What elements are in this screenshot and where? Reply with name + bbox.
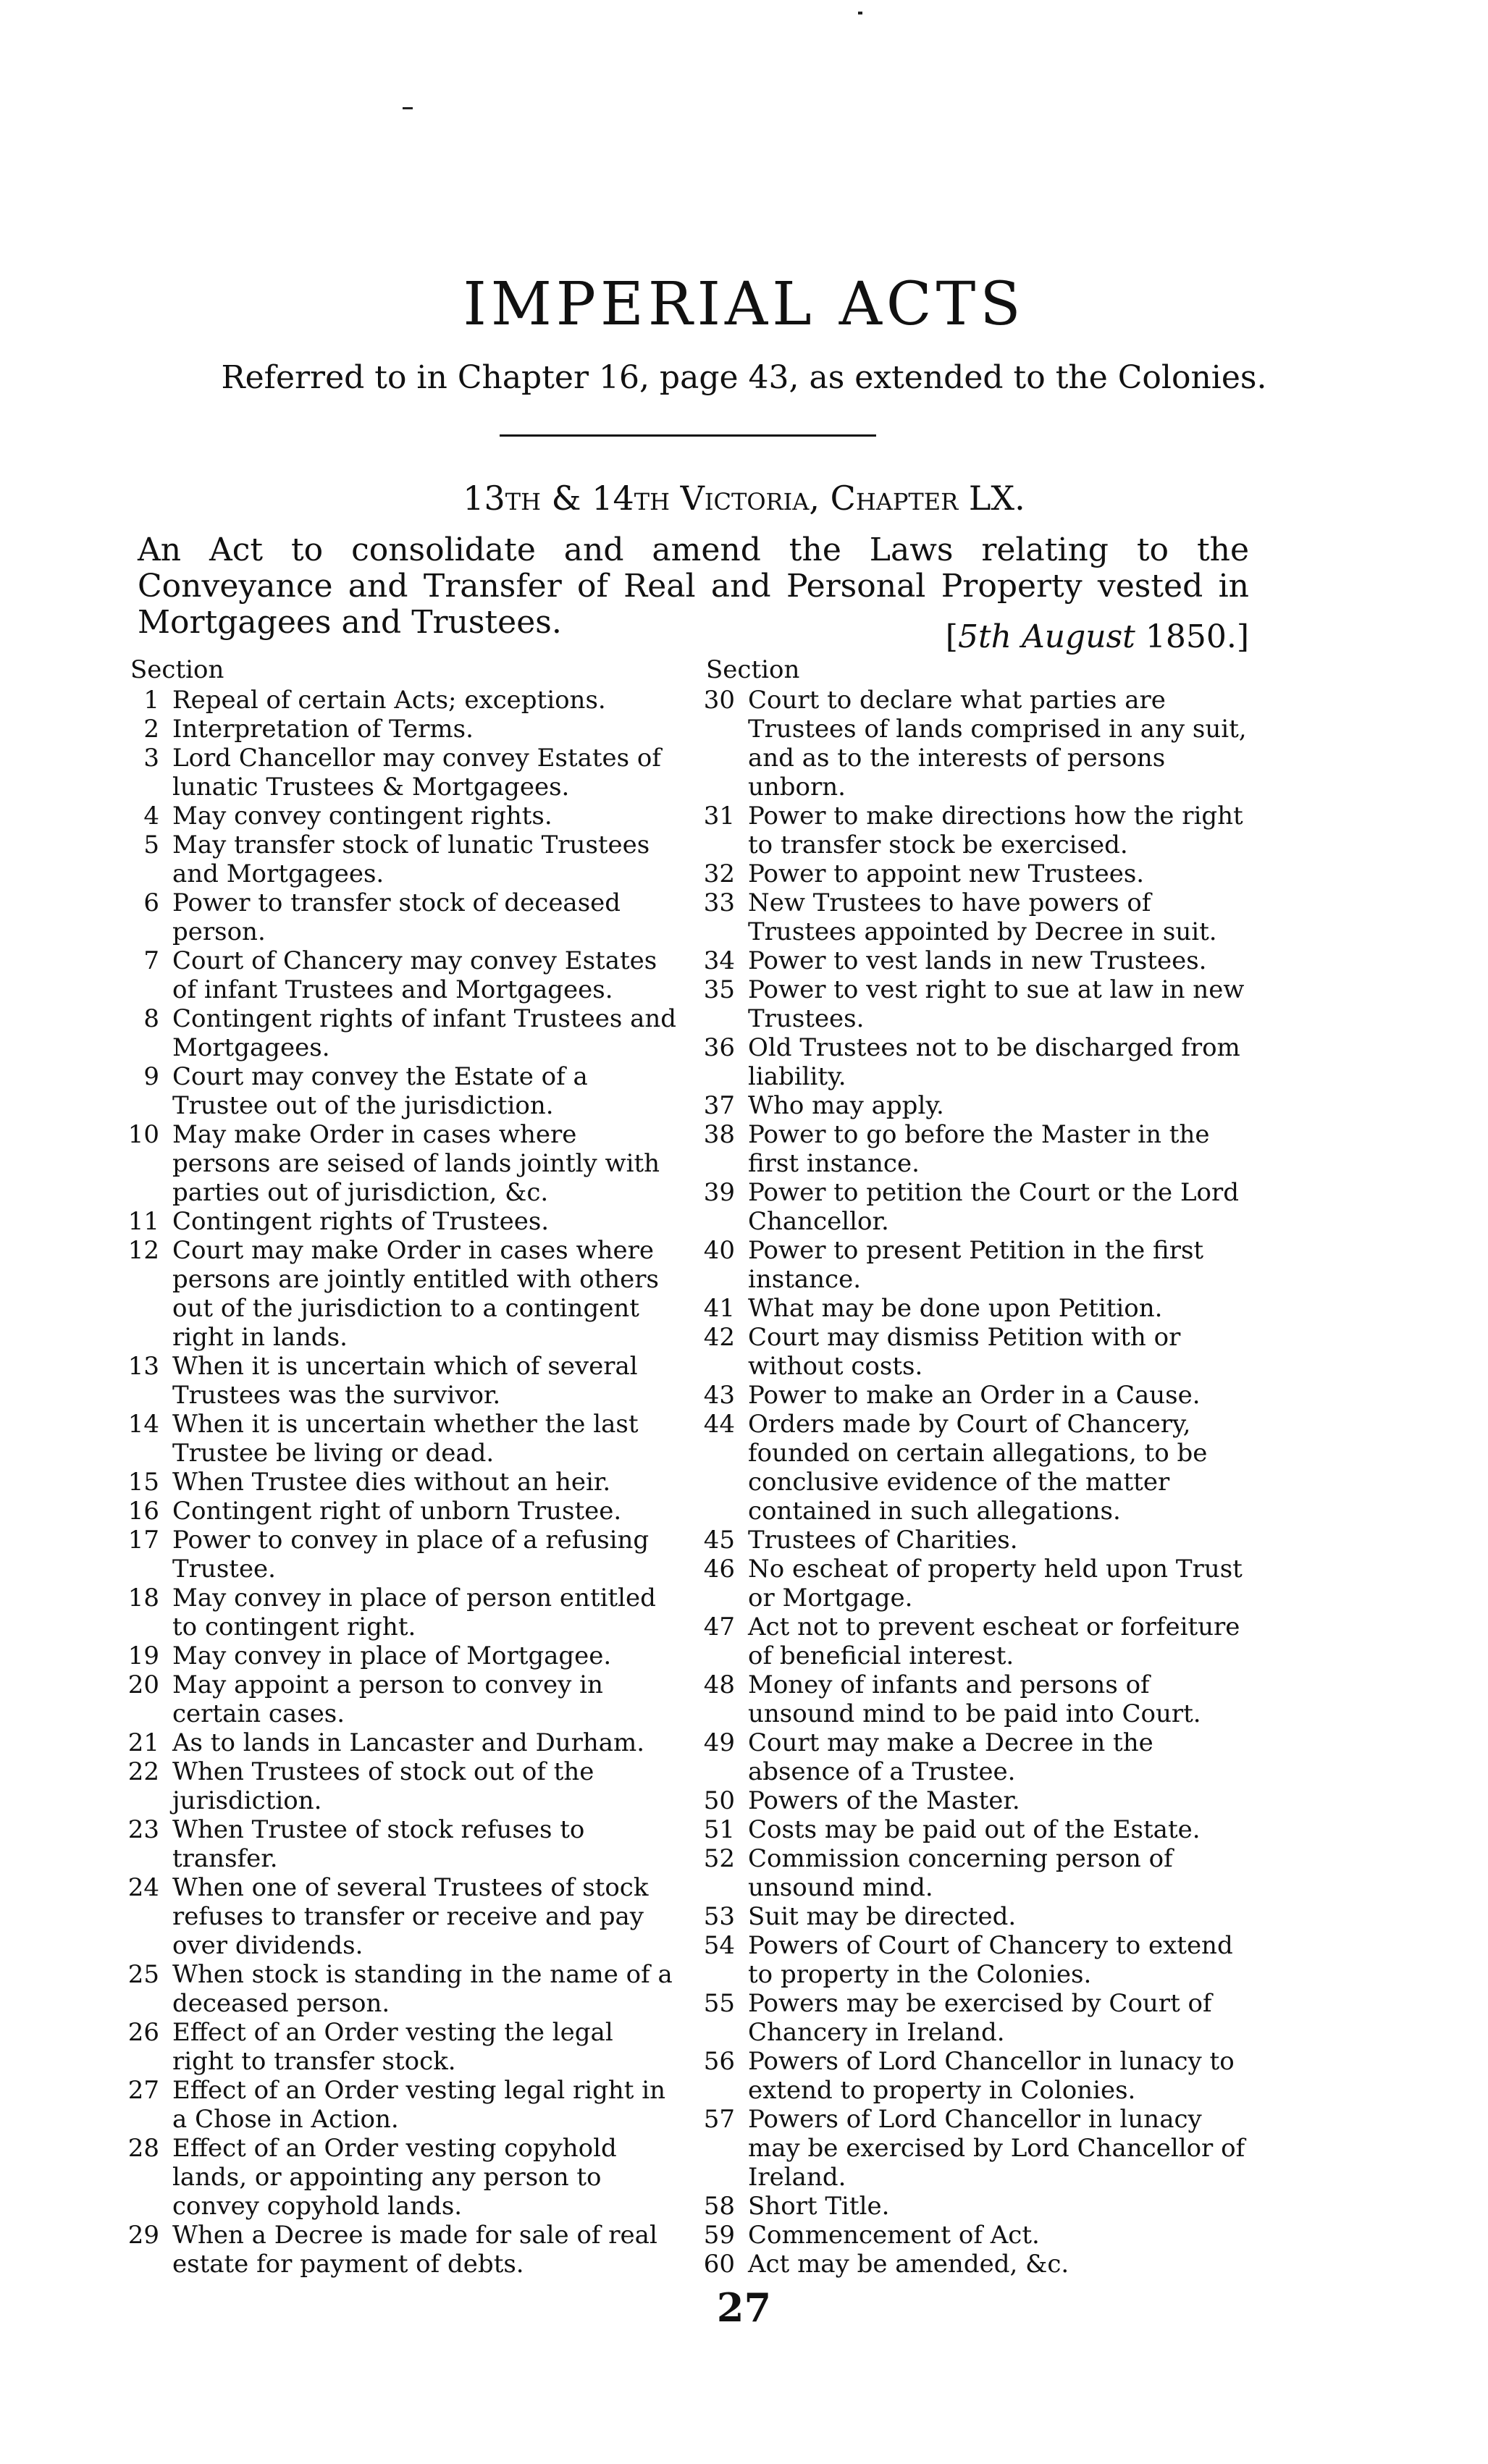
section-number: 26 (127, 2018, 159, 2047)
section-text: May transfer stock of lunatic Trustees and Mortgagees. (172, 831, 650, 888)
chapter-heading (0, 479, 1488, 518)
section-text: Power to appoint new Trustees. (748, 859, 1145, 888)
section-entry (116, 1497, 681, 1526)
section-number: 21 (127, 1728, 159, 1757)
section-text: Power to go before the Master in the first instance. (748, 1120, 1210, 1178)
section-text: Effect of an Order vesting the legal right to transfer stock. (172, 2018, 613, 2076)
section-text: Court may make a Decree in the absence of a Trustee. (748, 1728, 1153, 1786)
section-number: 6 (143, 888, 159, 917)
section-entry (116, 1468, 681, 1497)
section-text: Power to vest right to sue at law in new Trustees. (748, 975, 1245, 1033)
section-text: When it is uncertain which of several Trustees was the survivor. (172, 1352, 638, 1410)
act-date-year: 1850. (1145, 618, 1237, 655)
section-entry (692, 1670, 1249, 1728)
section-text: Power to petition the Court or the Lord Chancellor. (748, 1178, 1240, 1236)
section-text: Effect of an Order vesting legal right in a Chose in Action. (172, 2076, 666, 2134)
section-number: 15 (127, 1468, 159, 1497)
section-text: Act not to prevent escheat or forfeiture of beneficial interest. (748, 1612, 1240, 1670)
section-number: 36 (703, 1033, 735, 1062)
section-entry (116, 1207, 681, 1236)
section-entry (692, 1902, 1249, 1931)
section-number: 23 (127, 1815, 159, 1844)
section-entry (692, 1236, 1249, 1294)
section-entry (692, 2047, 1249, 2105)
section-heading: Section (130, 655, 224, 684)
sections-right-column (692, 655, 1249, 2279)
section-entry (692, 1120, 1249, 1178)
section-text: Money of infants and persons of unsound mind to be paid into Court. (748, 1670, 1201, 1728)
section-text: Court to declare what parties are Trustees of lands comprised in any suit, and as to the interests of persons unborn. (748, 686, 1247, 802)
section-text: No escheat of property held upon Trust or Mortgage. (748, 1555, 1243, 1612)
section-entry (692, 1612, 1249, 1670)
section-entry (116, 715, 681, 744)
scan-speck (403, 107, 413, 109)
page-subtitle: Referred to in Chapter 16, page 43, as extended to the Colonies. (221, 359, 1267, 396)
act-date: [5th August 1850.] (945, 618, 1249, 655)
section-entry (116, 2076, 681, 2134)
section-text: Contingent rights of infant Trustees and Mortgagees. (172, 1004, 677, 1062)
section-text: Power to convey in place of a refusing Trustee. (172, 1526, 650, 1584)
section-text: When Trustee of stock refuses to transfer. (172, 1815, 585, 1873)
section-entry (116, 831, 681, 888)
section-text: Act may be amended, &c. (748, 2250, 1069, 2279)
section-text: When a Decree is made for sale of real estate for payment of debts. (172, 2221, 657, 2279)
section-text: Powers of the Master. (748, 1786, 1020, 1815)
section-entry (116, 1352, 681, 1410)
section-number: 59 (703, 2221, 735, 2250)
section-number: 55 (703, 1989, 735, 2018)
section-number: 5 (143, 831, 159, 859)
section-text: New Trustees to have powers of Trustees appointed by Decree in suit. (748, 888, 1217, 946)
section-number: 44 (703, 1410, 735, 1439)
section-number: 27 (127, 2076, 159, 2105)
section-entry (116, 1410, 681, 1468)
section-text: Powers of Lord Chancellor in lunacy may be exercised by Lord Chancellor of Ireland. (748, 2105, 1245, 2192)
section-entry (692, 888, 1249, 946)
section-text: Powers of Lord Chancellor in lunacy to extend to property in Colonies. (748, 2047, 1235, 2105)
section-entry (692, 1294, 1249, 1323)
section-text: Court may make Order in cases where persons are jointly entitled with others out of the jurisdiction to a contingent right in lands. (172, 1236, 659, 1352)
section-entry (116, 1584, 681, 1641)
section-text: Court of Chancery may convey Estates of infant Trustees and Mortgagees. (172, 946, 657, 1004)
section-text: Short Title. (748, 2192, 890, 2221)
section-text: Lord Chancellor may convey Estates of lunatic Trustees & Mortgagees. (172, 744, 661, 802)
section-number: 58 (703, 2192, 735, 2221)
section-entry (692, 1989, 1249, 2047)
section-number: 29 (127, 2221, 159, 2250)
section-number: 45 (703, 1526, 735, 1555)
section-number: 48 (703, 1670, 735, 1699)
section-text: When stock is standing in the name of a deceased person. (172, 1960, 673, 2018)
page-title: IMPERIAL ACTS (463, 270, 1025, 339)
section-number: 31 (703, 802, 735, 831)
section-text: Old Trustees not to be discharged from liability. (748, 1033, 1240, 1091)
section-text: Interpretation of Terms. (172, 715, 474, 744)
section-number: 40 (703, 1236, 735, 1265)
section-entry (116, 1526, 681, 1584)
section-entry (692, 2105, 1249, 2192)
section-number: 28 (127, 2134, 159, 2163)
section-text: Power to vest lands in new Trustees. (748, 946, 1207, 975)
section-entry (692, 1844, 1249, 1902)
section-text: May make Order in cases where persons are seised of lands jointly with parties out of jurisdiction, &c. (172, 1120, 660, 1207)
section-text: What may be done upon Petition. (748, 1294, 1163, 1323)
section-entry (692, 859, 1249, 888)
section-text: Powers of Court of Chancery to extend to property in the Colonies. (748, 1931, 1233, 1989)
section-entry (116, 1670, 681, 1728)
section-number: 41 (703, 1294, 735, 1323)
section-entry (692, 1178, 1249, 1236)
section-number: 54 (703, 1931, 735, 1960)
section-number: 11 (127, 1207, 159, 1236)
section-entry (116, 1815, 681, 1873)
section-number: 50 (703, 1786, 735, 1815)
section-number: 43 (703, 1381, 735, 1410)
section-entry (692, 1381, 1249, 1410)
section-text: As to lands in Lancaster and Durham. (172, 1728, 645, 1757)
section-number: 39 (703, 1178, 735, 1207)
section-text: May appoint a person to convey in certain cases. (172, 1670, 603, 1728)
section-text: Suit may be directed. (748, 1902, 1017, 1931)
section-number: 30 (703, 686, 735, 715)
section-number: 18 (127, 1584, 159, 1612)
section-entry (116, 1728, 681, 1757)
section-text: Who may apply. (748, 1091, 944, 1120)
section-entry (692, 1728, 1249, 1786)
section-entry (692, 946, 1249, 975)
section-text: May convey in place of person entitled to contingent right. (172, 1584, 656, 1641)
section-number: 8 (143, 1004, 159, 1033)
section-text: When Trustees of stock out of the jurisdiction. (172, 1757, 594, 1815)
section-number: 13 (127, 1352, 159, 1381)
section-number: 2 (143, 715, 159, 744)
section-number: 22 (127, 1757, 159, 1786)
section-number: 42 (703, 1323, 735, 1352)
section-entry (116, 1873, 681, 1960)
section-number: 53 (703, 1902, 735, 1931)
section-entry (116, 888, 681, 946)
section-entry (692, 1555, 1249, 1612)
section-number: 12 (127, 1236, 159, 1265)
section-entry (116, 2018, 681, 2076)
section-text: Commencement of Act. (748, 2221, 1040, 2250)
section-text: Power to make directions how the right to transfer stock be exercised. (748, 802, 1243, 859)
section-entry (116, 1004, 681, 1062)
section-text: Contingent rights of Trustees. (172, 1207, 550, 1236)
section-number: 14 (127, 1410, 159, 1439)
scan-speck (858, 12, 862, 14)
section-text: Contingent right of unborn Trustee. (172, 1497, 622, 1526)
section-entry (692, 802, 1249, 859)
chapter-name: Chapter LX. (830, 479, 1025, 518)
section-entry (116, 2221, 681, 2279)
section-number: 49 (703, 1728, 735, 1757)
section-text: Court may dismiss Petition with or without costs. (748, 1323, 1181, 1381)
section-entry (116, 686, 681, 715)
section-text: Power to transfer stock of deceased person. (172, 888, 621, 946)
chapter-regnal: 13th & 14th Victoria, (463, 479, 820, 518)
section-entry (692, 1091, 1249, 1120)
section-entry (116, 2134, 681, 2221)
section-number: 16 (127, 1497, 159, 1526)
page-number: 27 (716, 2284, 772, 2331)
section-number: 46 (703, 1555, 735, 1584)
section-text: When it is uncertain whether the last Trustee be living or dead. (172, 1410, 639, 1468)
sections-left-list (116, 686, 681, 2279)
section-entry (116, 1641, 681, 1670)
section-entry (692, 2250, 1249, 2279)
section-entry (692, 1410, 1249, 1526)
section-number: 25 (127, 1960, 159, 1989)
section-number: 1 (143, 686, 159, 715)
section-entry (692, 686, 1249, 802)
section-entry (692, 2192, 1249, 2221)
section-text: When one of several Trustees of stock refuses to transfer or receive and pay over dividends. (172, 1873, 649, 1960)
section-text: Trustees of Charities. (748, 1526, 1018, 1555)
section-entry (692, 975, 1249, 1033)
section-text: Power to present Petition in the first instance. (748, 1236, 1204, 1294)
section-number: 37 (703, 1091, 735, 1120)
section-number: 52 (703, 1844, 735, 1873)
section-text: Commission concerning person of unsound mind. (748, 1844, 1173, 1902)
section-number: 38 (703, 1120, 735, 1149)
section-text: Repeal of certain Acts; exceptions. (172, 686, 606, 715)
section-entry (692, 1323, 1249, 1381)
section-number: 9 (143, 1062, 159, 1091)
section-entry (692, 1931, 1249, 1989)
section-text: May convey contingent rights. (172, 802, 552, 831)
section-entry (692, 1526, 1249, 1555)
section-entry (116, 946, 681, 1004)
section-entry (692, 1033, 1249, 1091)
section-text: Costs may be paid out of the Estate. (748, 1815, 1201, 1844)
section-text: Court may convey the Estate of a Trustee out of the jurisdiction. (172, 1062, 588, 1120)
section-number: 24 (127, 1873, 159, 1902)
section-number: 51 (703, 1815, 735, 1844)
section-text: May convey in place of Mortgagee. (172, 1641, 612, 1670)
section-number: 60 (703, 2250, 735, 2279)
act-description: An Act to consolidate and amend the Laws relating to the Conveyance and Transfer of Real and Personal Property vested in Mortgagees and Trustees. (138, 531, 1249, 641)
section-number: 19 (127, 1641, 159, 1670)
section-entry (116, 1062, 681, 1120)
section-text: Power to make an Order in a Cause. (748, 1381, 1201, 1410)
section-entry (116, 1960, 681, 2018)
section-number: 17 (127, 1526, 159, 1555)
section-text: Orders made by Court of Chancery, founded on certain allegations, to be conclusive evidence of the matter contained in such allegations. (748, 1410, 1208, 1526)
section-entry (116, 802, 681, 831)
section-text: When Trustee dies without an heir. (172, 1468, 611, 1497)
section-number: 20 (127, 1670, 159, 1699)
section-number: 35 (703, 975, 735, 1004)
section-number: 34 (703, 946, 735, 975)
section-number: 4 (143, 802, 159, 831)
section-number: 10 (127, 1120, 159, 1149)
section-number: 47 (703, 1612, 735, 1641)
section-entry (692, 1815, 1249, 1844)
sections-right-list (692, 686, 1249, 2279)
section-entry (692, 2221, 1249, 2250)
section-number: 33 (703, 888, 735, 917)
section-number: 3 (143, 744, 159, 773)
sections-left-column (116, 655, 681, 2279)
section-heading: Section (706, 655, 800, 684)
section-number: 57 (703, 2105, 735, 2134)
section-text: Effect of an Order vesting copyhold lands, or appointing any person to convey copyhold lands. (172, 2134, 617, 2221)
section-number: 56 (703, 2047, 735, 2076)
section-text: Powers may be exercised by Court of Chancery in Ireland. (748, 1989, 1212, 2047)
section-number: 7 (143, 946, 159, 975)
section-entry (692, 1786, 1249, 1815)
section-entry (116, 1236, 681, 1352)
divider (500, 434, 876, 437)
section-entry (116, 1757, 681, 1815)
section-entry (116, 1120, 681, 1207)
section-entry (116, 744, 681, 802)
act-date-label: 5th August (957, 618, 1135, 655)
section-number: 32 (703, 859, 735, 888)
